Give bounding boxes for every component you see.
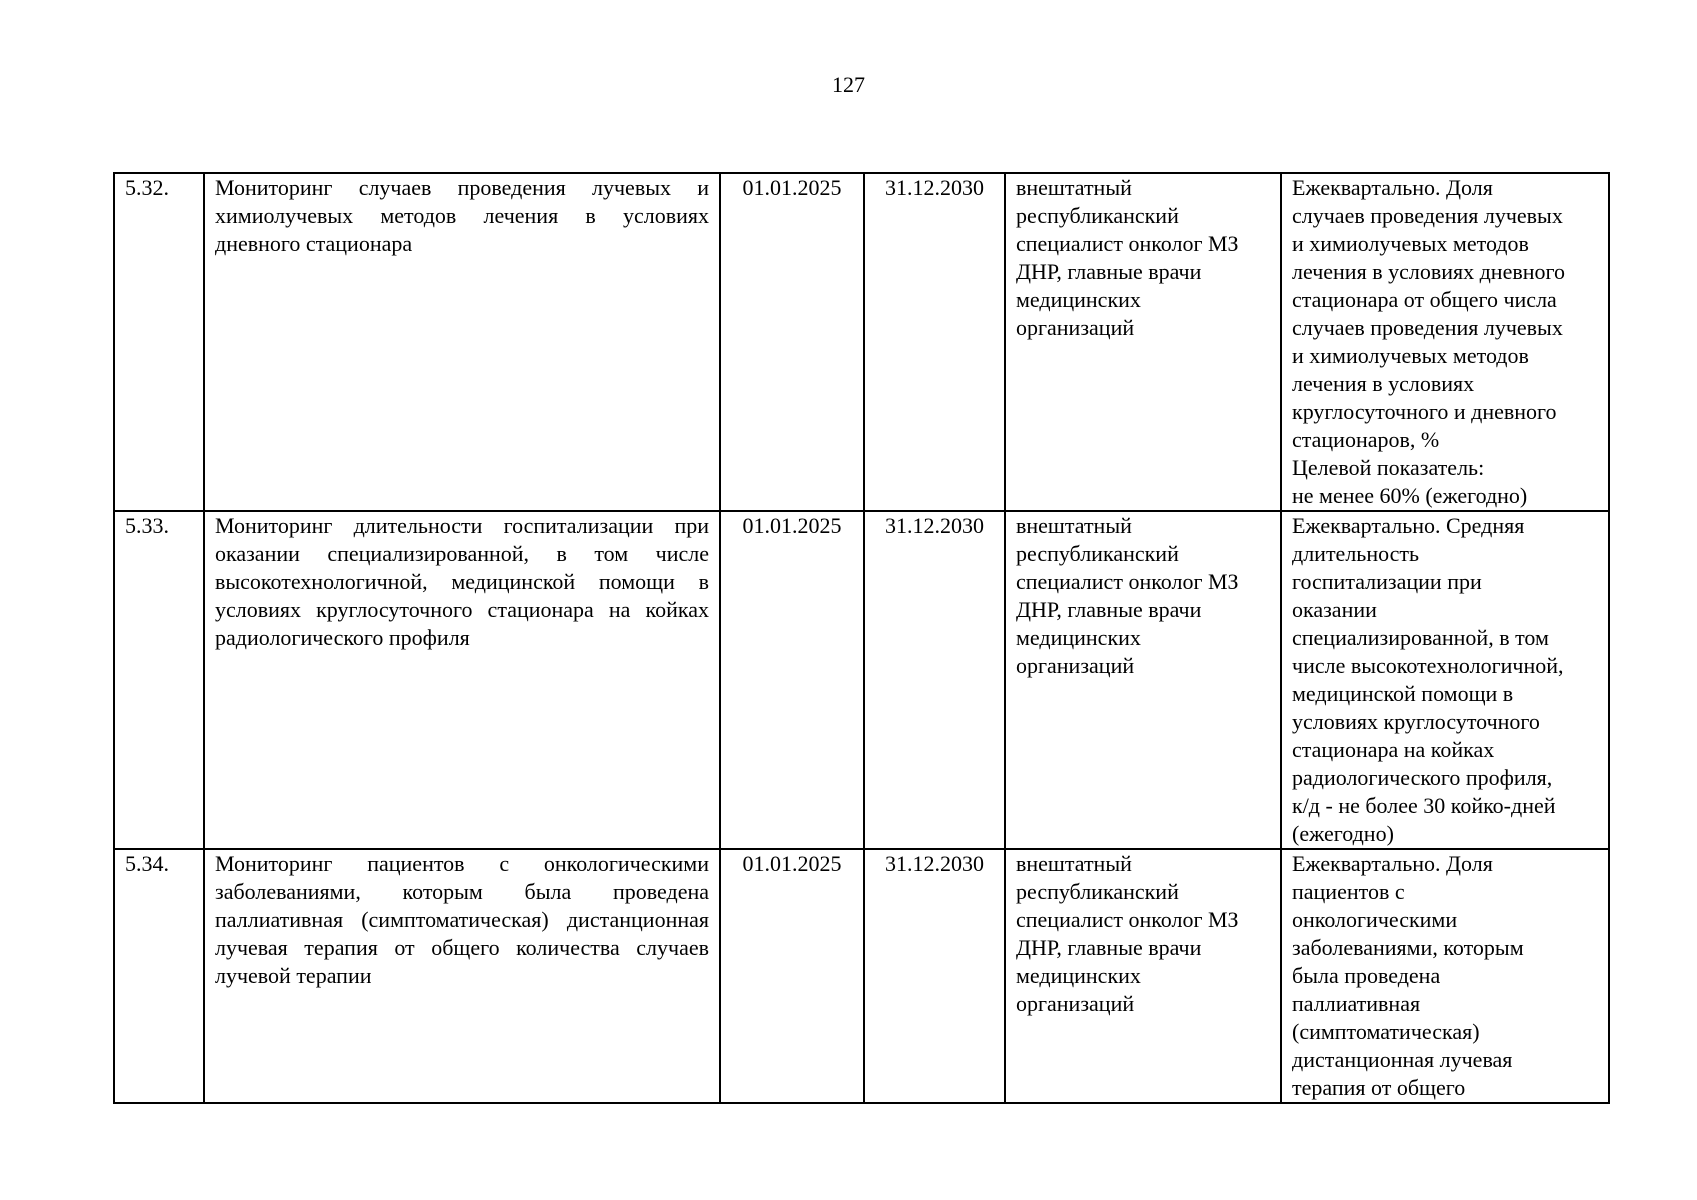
measure-description: Мониторинг пациентов с онкологическими заболеваниями, которым была проведена паллиативная (симптоматическая) дистанционная лучевая терапия от общего количества случаев лучевой терапии bbox=[204, 849, 720, 1103]
responsible-parties: внештатный республиканский специалист онколог МЗ ДНР, главные врачи медицинских организаций bbox=[1005, 173, 1281, 511]
start-date: 01.01.2025 bbox=[720, 173, 864, 511]
start-date: 01.01.2025 bbox=[720, 511, 864, 849]
table-row bbox=[114, 849, 1609, 1103]
responsible-parties: внештатный республиканский специалист онколог МЗ ДНР, главные врачи медицинских организаций bbox=[1005, 849, 1281, 1103]
measure-description: Мониторинг случаев проведения лучевых и химиолучевых методов лечения в условиях дневного стационара bbox=[204, 173, 720, 511]
table-row bbox=[114, 173, 1609, 511]
start-date: 01.01.2025 bbox=[720, 849, 864, 1103]
end-date: 31.12.2030 bbox=[864, 511, 1005, 849]
target-indicator: Ежеквартально. Доля случаев проведения лучевых и химиолучевых методов лечения в условиях дневного стационара от общего числа случаев проведения лучевых и химиолучевых методов лечения в условиях круглосуточного и дневного стационаров, % Целевой показатель: не менее 60% (ежегодно) bbox=[1281, 173, 1609, 511]
row-number: 5.32. bbox=[114, 173, 204, 511]
table-row bbox=[114, 511, 1609, 849]
row-number: 5.33. bbox=[114, 511, 204, 849]
target-indicator: Ежеквартально. Доля пациентов с онкологическими заболеваниями, которым была проведена паллиативная (симптоматическая) дистанционная лучевая терапия от общего bbox=[1281, 849, 1609, 1103]
end-date: 31.12.2030 bbox=[864, 849, 1005, 1103]
target-indicator: Ежеквартально. Средняя длительность госпитализации при оказании специализированной, в том числе высокотехнологичной, медицинской помощи в условиях круглосуточного стационара на койках радиологического профиля, к/д - не более 30 койко-дней (ежегодно) bbox=[1281, 511, 1609, 849]
page-number: 127 bbox=[832, 72, 865, 97]
responsible-parties: внештатный республиканский специалист онколог МЗ ДНР, главные врачи медицинских организаций bbox=[1005, 511, 1281, 849]
measure-description: Мониторинг длительности госпитализации при оказании специализированной, в том числе высокотехнологичной, медицинской помощи в условиях круглосуточного стационара на койках радиологического профиля bbox=[204, 511, 720, 849]
end-date: 31.12.2030 bbox=[864, 173, 1005, 511]
row-number: 5.34. bbox=[114, 849, 204, 1103]
plan-table bbox=[113, 172, 1610, 1104]
